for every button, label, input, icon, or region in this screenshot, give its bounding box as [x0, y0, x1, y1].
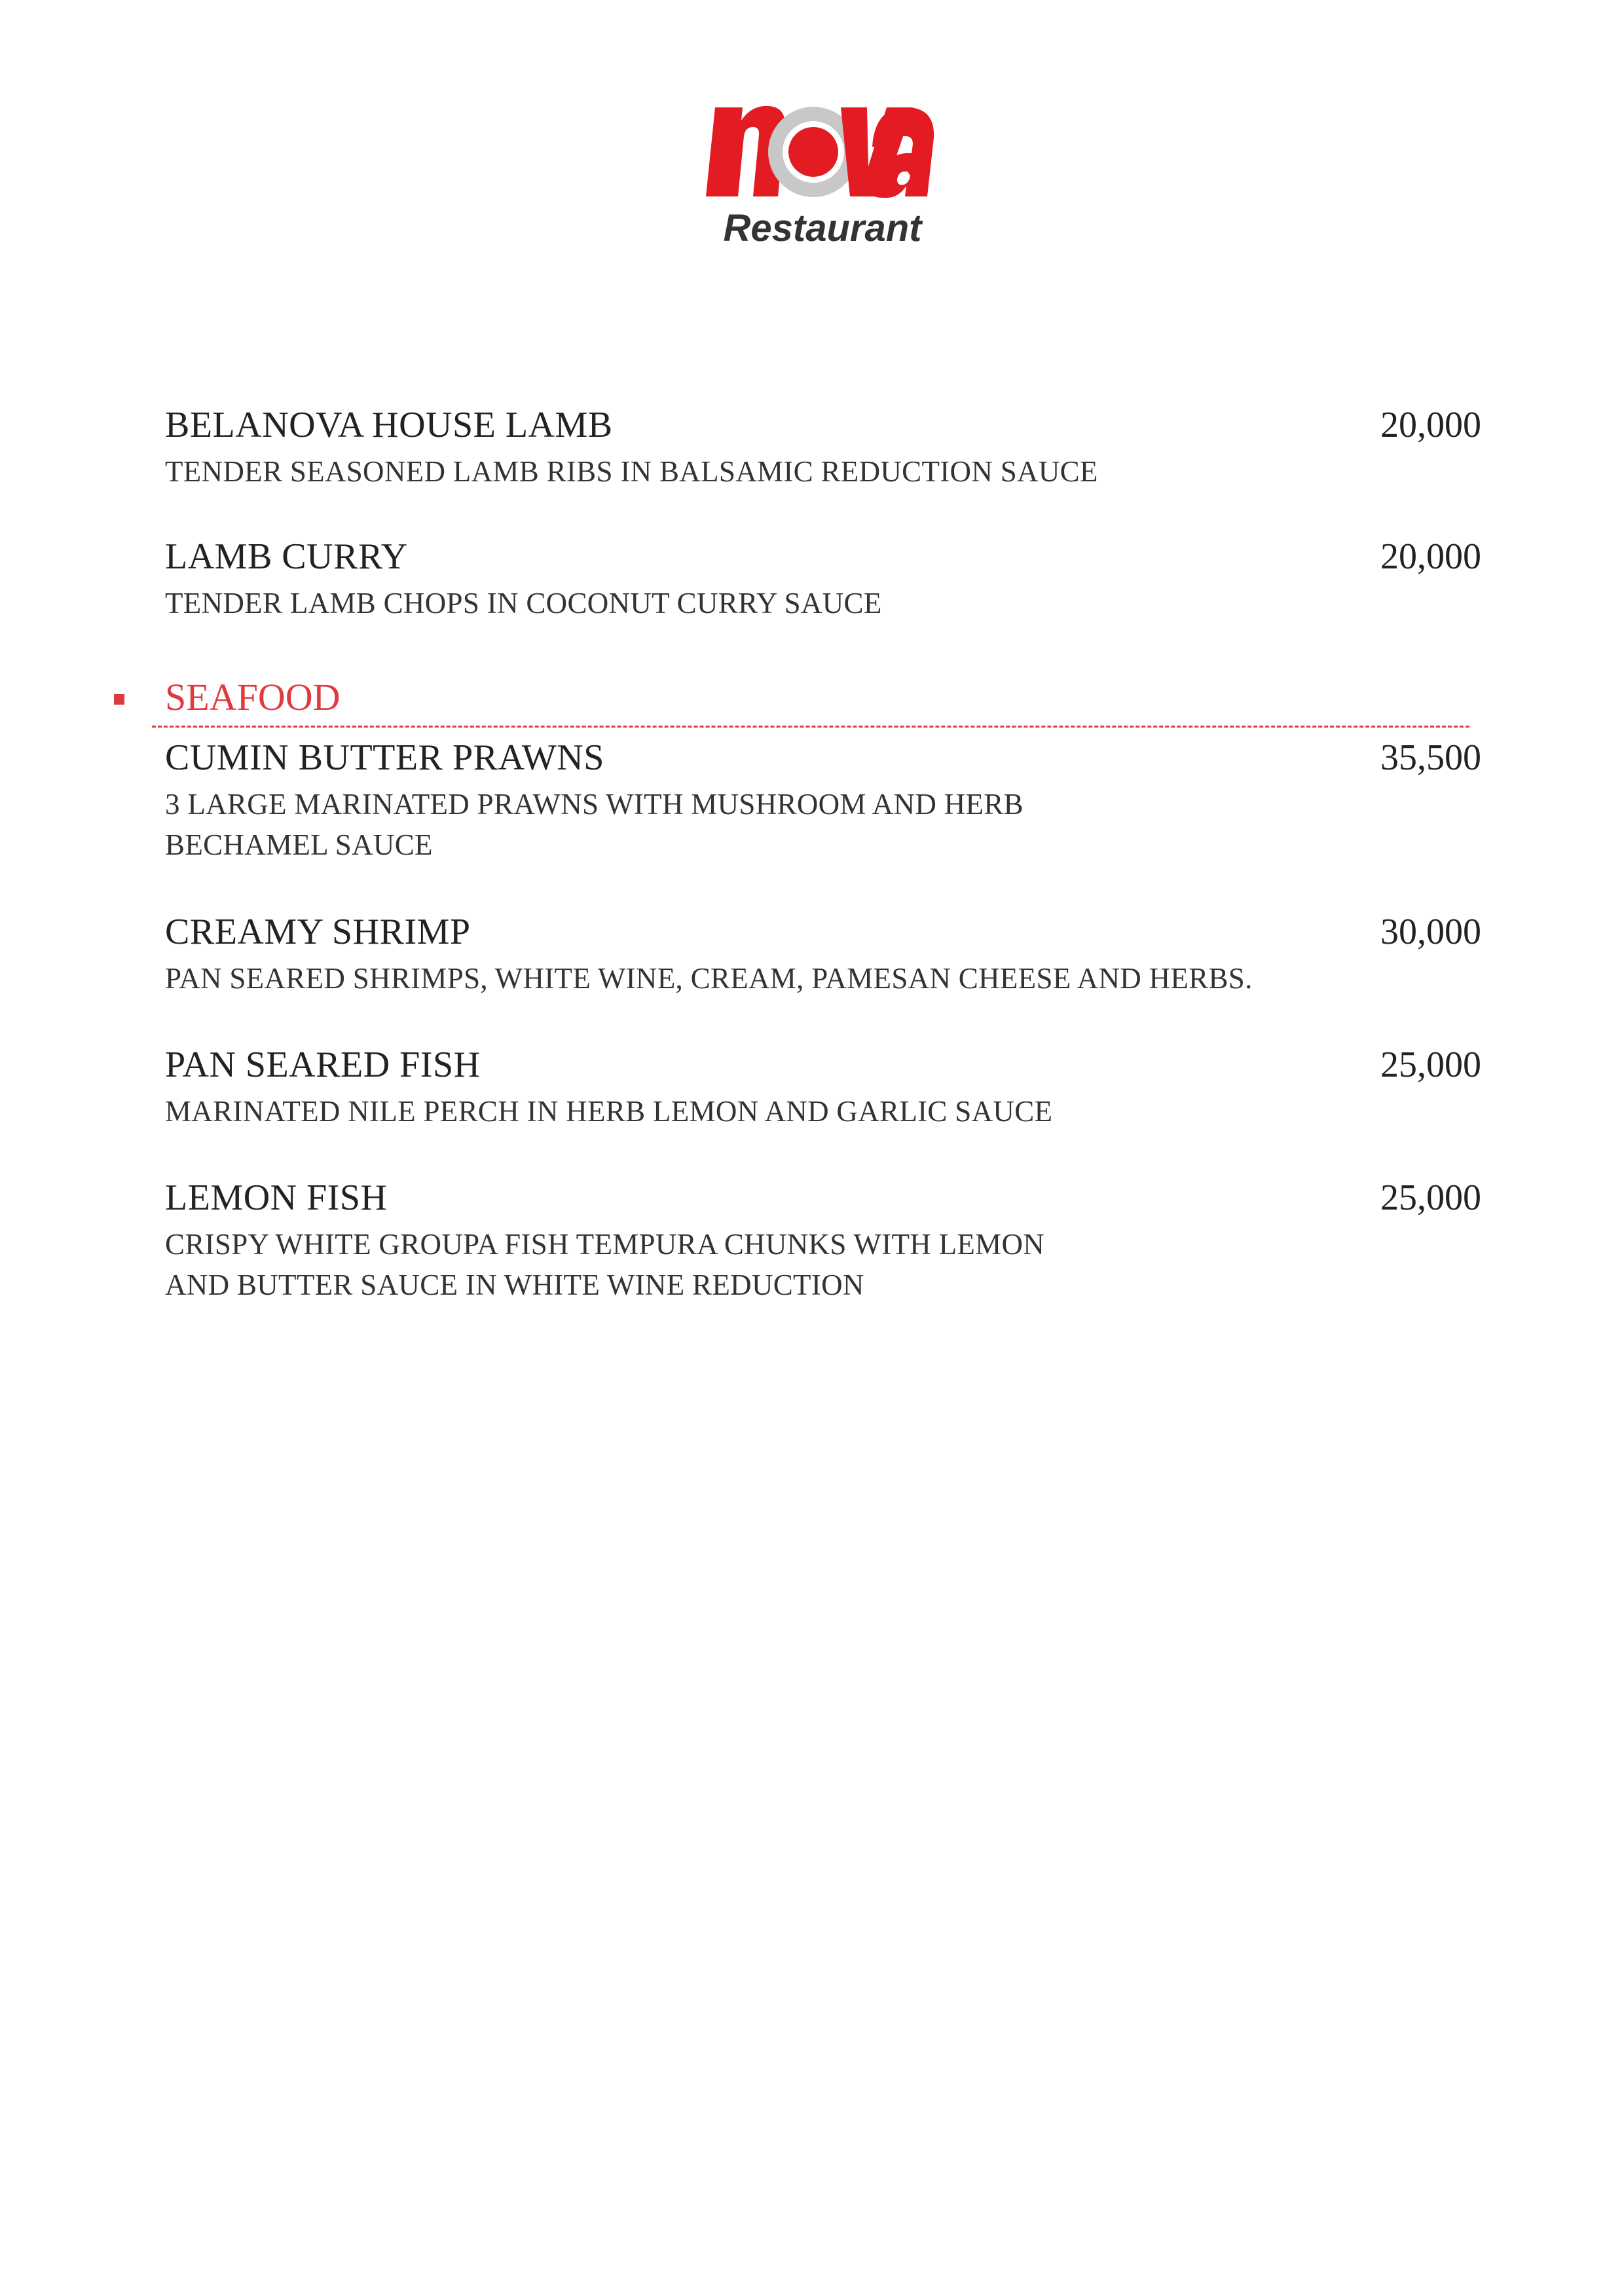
item-name: BELANOVA HOUSE LAMB — [165, 405, 613, 445]
item-name: LEMON FISH — [165, 1177, 388, 1218]
section-bullet-icon — [114, 694, 124, 705]
item-price: 20,000 — [1380, 536, 1481, 577]
item-price: 30,000 — [1380, 912, 1481, 952]
section-divider — [152, 726, 1469, 728]
item-price: 35,500 — [1380, 737, 1481, 778]
item-name: CREAMY SHRIMP — [165, 912, 471, 952]
section-header-seafood — [111, 675, 1473, 727]
item-name: CUMIN BUTTER PRAWNS — [165, 737, 604, 778]
logo-subtitle: Restaurant — [723, 207, 922, 250]
item-name: PAN SEARED FISH — [165, 1045, 481, 1085]
item-description: TENDER LAMB CHOPS IN COCONUT CURRY SAUCE — [165, 587, 882, 620]
section-title: SEAFOOD — [165, 676, 341, 718]
item-description: CRISPY WHITE GROUPA FISH TEMPURA CHUNKS WITH LEMON AND BUTTER SAUCE IN WHITE WINE REDUCTION — [165, 1228, 1045, 1301]
item-description: TENDER SEASONED LAMB RIBS IN BALSAMIC REDUCTION SAUCE — [165, 455, 1098, 488]
item-price: 20,000 — [1380, 405, 1481, 445]
item-description: MARINATED NILE PERCH IN HERB LEMON AND GARLIC SAUCE — [165, 1095, 1053, 1128]
item-price: 25,000 — [1380, 1177, 1481, 1218]
item-name: LAMB CURRY — [165, 536, 408, 577]
item-price: 25,000 — [1380, 1045, 1481, 1085]
item-description: PAN SEARED SHRIMPS, WHITE WINE, CREAM, PAMESAN CHEESE AND HERBS. — [165, 962, 1253, 995]
item-description: 3 LARGE MARINATED PRAWNS WITH MUSHROOM AND HERB BECHAMEL SAUCE — [165, 788, 1024, 861]
